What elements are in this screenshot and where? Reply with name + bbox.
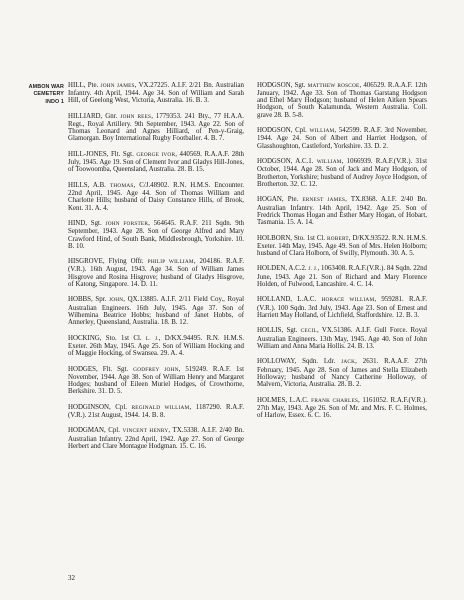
page-number: 32 [68, 574, 75, 582]
entry-given-names: J. J. [308, 266, 318, 273]
entry-given-names: WILLIAM [316, 159, 342, 166]
entry [257, 327, 427, 349]
entry-rank-name: HILL, Pte. [68, 82, 101, 89]
entry-given-names: ROBERT [327, 235, 349, 242]
entry-rank-name: HODGINSON, Cpl. [68, 403, 132, 411]
entry [257, 296, 427, 318]
entry-details: , 1779353. 241 Bty., 77 H.A.A. Regt., Royal Artillery. 9th September, 1943. Age 22. Son of Thomas Leonard and Agnes Hilliard, of Pen-y-Graig, Glamorgan. Boy International Rugby Footballer. 4. B. 7. [68, 112, 245, 143]
entry-details: , QX.13885. A.I.F. 2/11 Field Coy., Royal Australian Engineers. 16th July, 1945. Age 37. Son of Wilhemina Beatrice Hobbs; husband of Janet Hobbs, of Annerley, Queensland, Australia. 18. B. 12. [68, 296, 245, 326]
entry-given-names: REGINALD WILLIAM [131, 404, 190, 411]
entry-given-names: WILLIAM [309, 128, 335, 135]
entry-details: , 1063408. R.A.F.(V.R.). 84 Sqdn. 22nd June, 1943. Age 21. Son of Richard and Mary Florence Holden, of Fulwood, Lancashire. 4. C. 14. [257, 265, 428, 288]
entry-details: , 959281. R.A.F.(V.R.). 100 Sqdn. 3rd July, 1943. Age 23. Son of Ernest and Harriett May Holland, of Lichfield, Staffordshire. 12. B. 3. [257, 296, 427, 319]
entry-rank-name: HILL-JONES, Flt. Sgt. [68, 151, 137, 159]
entry-rank-name: HODGSON, A.C.1. [257, 158, 317, 166]
entry-rank-name: HILLIARD, Gnr. [68, 112, 121, 120]
entry [68, 366, 244, 396]
entry-given-names: HORACE WILLIAM [321, 297, 375, 304]
entry-details: , TX.5338. A.I.F. 2/40 Bn. Australian Infantry. 22nd April, 1942. Age 27. Son of George Herbert and Clare Montague Hodgman. 15. C. 16. [68, 427, 244, 450]
entry [68, 82, 244, 104]
entry-rank-name: HOLLIS, Sgt. [257, 327, 301, 335]
entry [257, 196, 427, 226]
entry-given-names: ERNEST JAMES [302, 197, 346, 204]
entry [257, 265, 427, 287]
entry [257, 82, 427, 119]
sidebar-line: AMBON WAR [28, 84, 64, 90]
entry-given-names: JOHN JAMES [100, 83, 135, 89]
entry [68, 113, 244, 143]
entry [68, 335, 244, 357]
entry [68, 296, 244, 326]
left-column [68, 82, 244, 458]
entry-details: , 406529. R.A.A.F. 12th January, 1942. Age 33. Son of Thomas Garstang Hodgson and Ethel Mary Hodgson; husband of Helen Aitken Spears Hodgson, of South Kalamunda, Western Australia. Coll. grave 28. B. 5-8. [257, 82, 427, 119]
entry-rank-name: HOBBS, Spr. [68, 296, 109, 304]
entry [68, 151, 244, 173]
entry-rank-name: HOCKING, Sto. 1st Cl. [68, 334, 146, 342]
entry-rank-name: HOLDEN, A.C.2. [257, 265, 309, 273]
entry-details: , 542599. R.A.F. 3rd November, 1944. Age 24. Son of Albert and Harriet Hodgson, of Glasshoughton, Castleford, Yorkshire. 33. D. 2. [257, 127, 427, 150]
entry-given-names: L. J. [145, 335, 159, 342]
entry-rank-name: HODGSON, Sgt. [257, 82, 308, 89]
entry-given-names: CECIL [300, 328, 317, 335]
sidebar-line: CEMETERY [33, 91, 64, 98]
sidebar-line: INDO 1 [45, 98, 64, 105]
entry-given-names: JOHN REES [120, 113, 152, 120]
entry [68, 258, 244, 288]
entry [257, 127, 427, 149]
entry [257, 235, 427, 257]
entry-rank-name: HODGES, Flt. Sgt. [68, 365, 134, 373]
entry-given-names: GODFREY JOHN [133, 366, 179, 373]
right-column [257, 82, 427, 427]
entry-rank-name: HOLLOWAY, Sqdn. Ldr. [257, 358, 342, 366]
entry-rank-name: HILLS, A.B. [68, 182, 110, 190]
entry-rank-name: HODGMAN, Cpl. [68, 427, 123, 435]
entry [257, 158, 427, 188]
entry-given-names: FRANK CHARLES [311, 397, 359, 404]
entry-given-names: VINCENT HENRY [122, 428, 169, 435]
entry [68, 404, 244, 419]
cemetery-reference [2, 84, 64, 106]
entry-rank-name: HOLBORN, Sto. 1st Cl. [257, 234, 328, 242]
entry-rank-name: HOLMES, L.A.C. [257, 396, 312, 404]
entry-details: , 1187290. R.A.F.(V.R.). 21st August, 1944. 14. B. 8. [68, 403, 244, 419]
entry-rank-name: HOLLAND, L.A.C. [257, 296, 322, 304]
entry-details: , D/KX.94495. R.N. H.M.S. Exeter. 26th May, 1945. Age 25. Son of William Hocking and of Maggie Hocking, of Swansea. 29. A. 4. [68, 334, 245, 357]
entry-rank-name: HIND, Sgt. [68, 220, 106, 228]
entry [257, 358, 427, 388]
entry-details: , 519249. R.A.F. 1st November, 1944. Age 38. Son of William Henry and Margaret Hodges; husband of Eileen Muriel Hodges, of Crowthorne, Berkshire. 31. D. 5. [68, 365, 244, 395]
entry-details: , 204186. R.A.F.(V.R.). 16th August, 1943. Age 34. Son of William James Hisgrove and Rosina Hisgrove; husband of Gladys Hisgrove, of Katong, Singapore. 14. D. 11. [68, 258, 244, 288]
entry [257, 397, 427, 419]
entry-rank-name: HODGSON, Cpl. [257, 127, 310, 135]
entry-given-names: JOHN FORSTER [105, 221, 149, 228]
entry-details: , 1161052. R.A.F.(V.R.). 27th May, 1943. Age 26. Son of Mr. and Mrs. F. C. Holmes, of Harlow, Essex. 6. C. 16. [257, 396, 427, 419]
entry-given-names: JOHN [108, 297, 124, 304]
entry [68, 220, 244, 250]
entry-details: , VX.51386. A.I.F. Gull Force. Royal Australian Engineers. 13th May, 1945. Age 40. Son of John William and Anna Maria Hollis. 24. B. 13. [257, 327, 427, 350]
entry-details: , 564645. R.A.F. 211 Sqdn. 9th September, 1943. Age 28. Son of George Alfred and Mary Crawford Hind, of South Bank, Middlesbrough, Yorkshire. 10. B. 10. [68, 220, 245, 250]
entry-details: , 1066939. R.A.F.(V.R.). 31st October, 1944. Age 28. Son of Jack and Mary Hodgson, of Brotherton, Yorkshire; husband of Audrey Joyce Hodgson, of Brotherton. 32. C. 12. [257, 158, 427, 188]
entry-details: , D/KX.93522. R.N. H.M.S. Exeter. 14th May, 1945. Age 49. Son of Mrs. Helen Holborn; husband of Clara Holborn, of Swilly, Plymouth. 30. A. 5. [257, 234, 427, 257]
entry-given-names: PHILIP WILLIAM [147, 259, 194, 266]
entry [68, 427, 244, 449]
entry-details: , C/J.48902. R.N. H.M.S. Encounter. 22nd April, 1945. Age 44. Son of Thomas William and Charlotte Hills; husband of Daisy Constance Hills, of Brook, Kent. 31. A. 4. [68, 182, 244, 212]
entry-rank-name: HISGROVE, Flying Offr. [68, 258, 148, 266]
entry-details: , TX.8368. A.I.F. 2/40 Bn. Australian Infantry. 14th April, 1942. Age 25. Son of Fredrick Thomas Hogan and Esther Mary Hogan, of Hobart, Tasmania. 15. A. 14. [257, 196, 427, 226]
entry-details: , VX.27225. A.I.F. 2/21 Bn. Australian Infantry. 4th April, 1944. Age 34. Son of William and Sarah Hill, of Geelong West, Victoria, Australia. 16. B. 3. [68, 82, 244, 105]
entry-details: , 440569. R.A.A.F. 28th July, 1945. Age 19. Son of Clement Ivor and Gladys Hill-Jones, of Toowoomba, Queensland, Australia. 28. B. 15. [68, 151, 245, 174]
entry-given-names: JACK [341, 359, 356, 366]
entry [68, 182, 244, 212]
entry-rank-name: HOGAN, Pte. [257, 196, 303, 204]
entry-given-names: GEORGE IVOR [136, 152, 176, 159]
entry-given-names: THOMAS [109, 183, 134, 190]
entry-given-names: MATTHEW ROSCOE [307, 83, 360, 89]
entry-details: , 2631. R.A.A.F. 27th February, 1945. Age 28. Son of James and Stella Elizabeth Holloway; husband of Nancy Catherine Holloway, of Malvern, Victoria, Australia. 28. B. 2. [257, 358, 427, 388]
